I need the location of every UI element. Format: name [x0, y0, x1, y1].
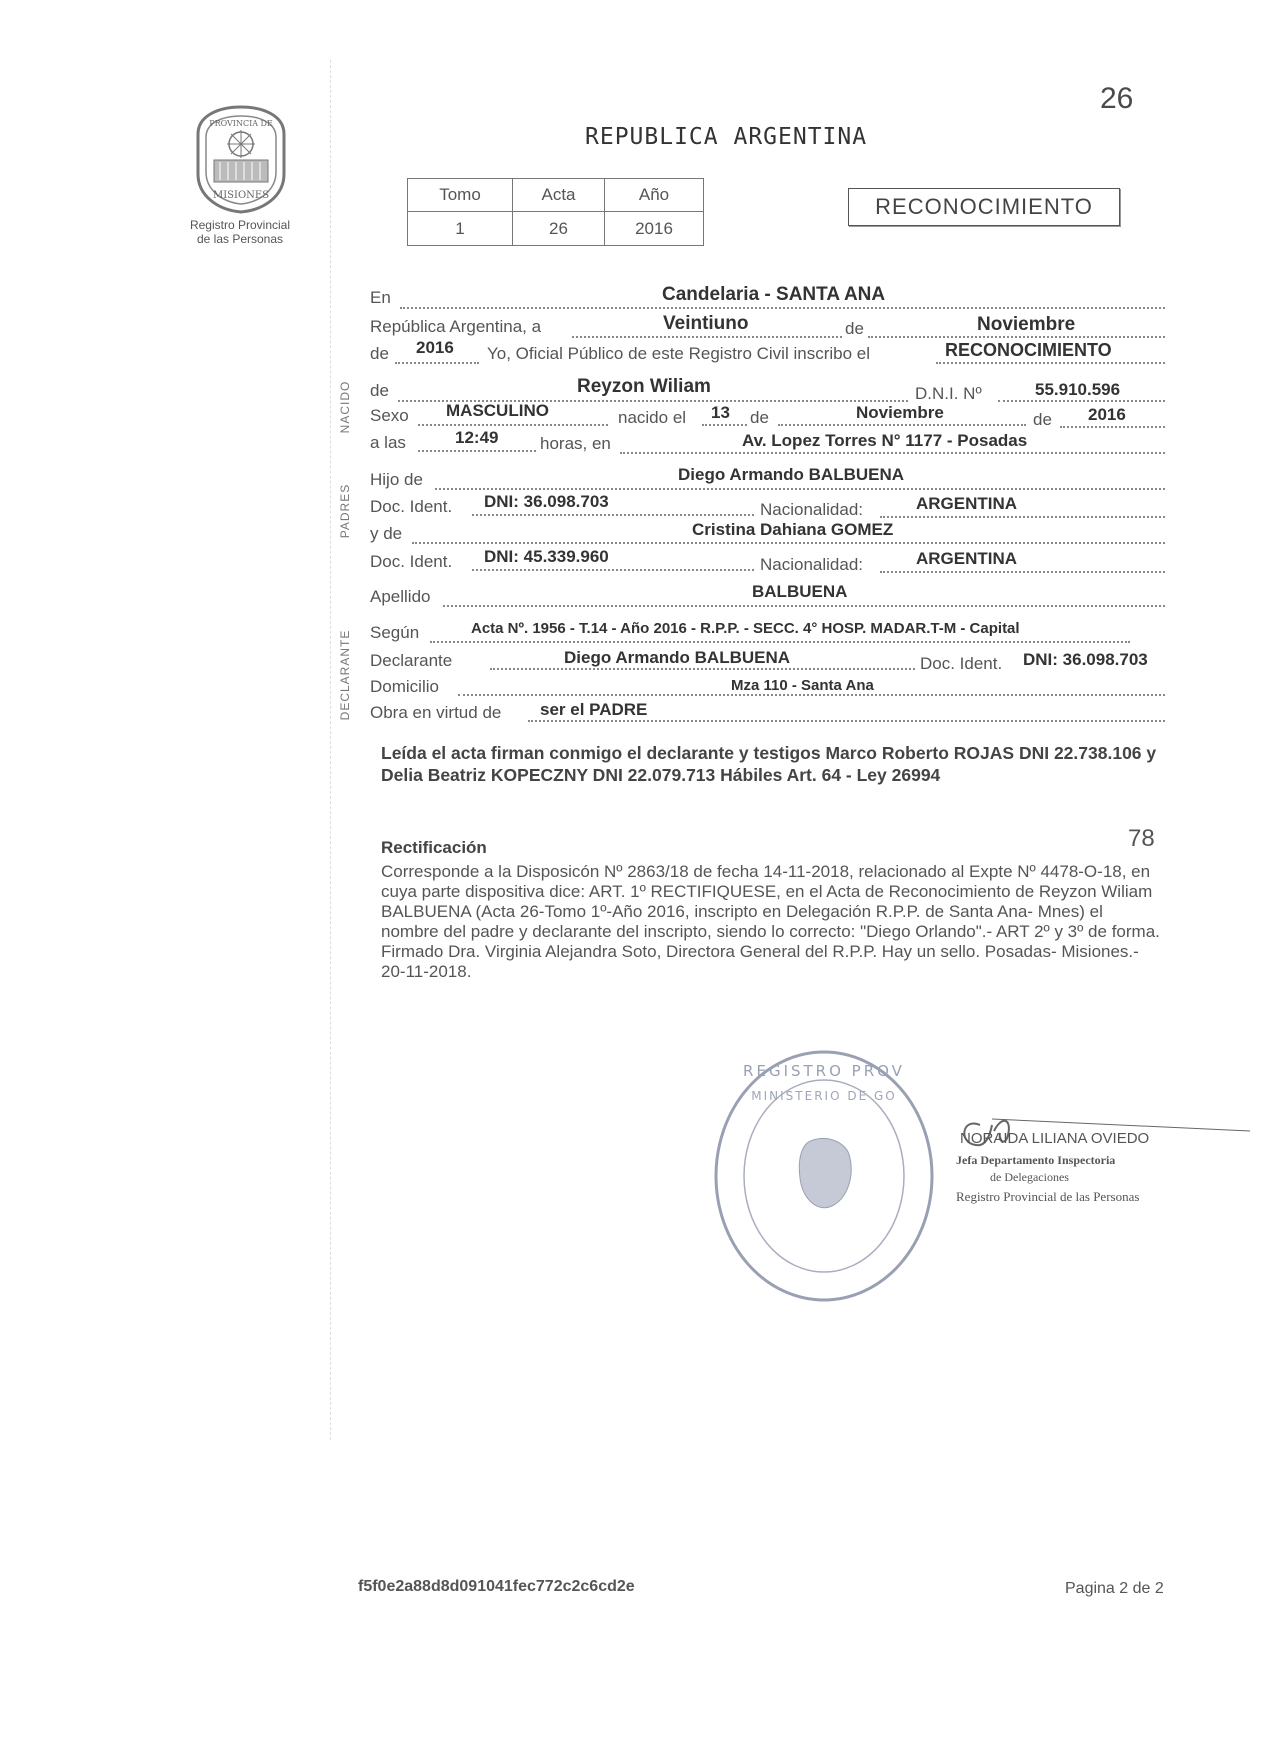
value-madre-nac: ARGENTINA [916, 549, 1018, 568]
side-label-nacido: NACIDO [338, 380, 352, 434]
label-nac-padre: Nacionalidad: [760, 500, 864, 519]
margin-guide [330, 60, 331, 1440]
value-nacido-anio: 2016 [1088, 405, 1126, 424]
page-indicator: Pagina 2 de 2 [1065, 1580, 1164, 1597]
value-padre: Diego Armando BALBUENA [678, 465, 905, 484]
logo-caption: Registro Provincial de las Personas [189, 218, 291, 246]
value-acta: 26 [513, 212, 605, 246]
value-declarante: Diego Armando BALBUENA [564, 648, 791, 667]
signature [952, 1095, 1252, 1225]
act-type-box: RECONOCIMIENTO [848, 188, 1120, 226]
label-a-las: a las [370, 433, 406, 452]
value-segun: Acta Nº. 1956 - T.14 - Año 2016 - R.P.P. - SECC. 4° HOSP. MADAR.T-M - Capital [471, 620, 1020, 637]
svg-text:REGISTRO PROV: REGISTRO PROV [743, 1062, 905, 1080]
label-nacido-el: nacido el [618, 408, 687, 427]
label-de-1: de [845, 319, 864, 338]
record-table [407, 178, 704, 246]
label-de-3: de [370, 381, 389, 400]
side-label-declarante: DECLARANTE [338, 629, 352, 721]
country-title: REPUBLICA ARGENTINA [585, 124, 868, 150]
rectificacion-title: Rectificación [381, 838, 487, 857]
label-y-de: y de [370, 524, 403, 543]
value-lugar: Candelaria - SANTA ANA [662, 284, 886, 305]
value-obra: ser el PADRE [540, 700, 648, 719]
page-number: 26 [1100, 82, 1134, 115]
seal-text-top: PROVINCIA DE [209, 119, 273, 128]
official-stamp [712, 1048, 937, 1303]
label-de-5: de [1033, 410, 1052, 429]
header-acta: Acta [513, 179, 605, 212]
signature-line2: de Delegaciones [990, 1170, 1069, 1184]
value-padre-nac: ARGENTINA [916, 494, 1018, 513]
label-republica: República Argentina, a [370, 317, 542, 336]
value-padre-doc: DNI: 36.098.703 [484, 492, 609, 511]
value-tipo-acto: RECONOCIMIENTO [945, 340, 1112, 360]
value-domicilio: Mza 110 - Santa Ana [731, 677, 874, 694]
label-de-2: de [370, 344, 389, 363]
label-sexo: Sexo [370, 406, 409, 425]
value-sexo: MASCULINO [446, 401, 549, 420]
label-de-4: de [750, 408, 769, 427]
header-tomo: Tomo [408, 179, 513, 212]
svg-text:MINISTERIO DE GO: MINISTERIO DE GO [751, 1089, 897, 1103]
label-hijo-de: Hijo de [370, 470, 423, 489]
label-doc-padre: Doc. Ident. [370, 497, 453, 516]
value-madre: Cristina Dahiana GOMEZ [692, 520, 894, 539]
label-doc-madre: Doc. Ident. [370, 552, 453, 571]
value-nombre: Reyzon Wiliam [577, 376, 711, 397]
signature-line3: Registro Provincial de las Personas [956, 1189, 1140, 1204]
value-apellido: BALBUENA [752, 582, 848, 601]
document-hash: f5f0e2a88d8d091041fec772c2c6cd2e [358, 1578, 635, 1595]
label-yo: Yo, Oficial Público de este Registro Civil inscribo el [487, 344, 870, 363]
value-anio: 2016 [605, 212, 704, 246]
value-dni: 55.910.596 [1035, 380, 1121, 399]
value-mes: Noviembre [977, 314, 1076, 335]
legal-text: Leída el acta firman conmigo el declarante y testigos Marco Roberto ROJAS DNI 22.738.106 y Delia Beatriz KOPECZNY DNI 22.079.713 Hábiles Art. 64 - Ley 26994 [381, 743, 1157, 785]
rectificacion-number: 78 [1128, 825, 1155, 852]
value-nacido-dia: 13 [711, 403, 730, 422]
signature-name: NORAIDA LILIANA OVIEDO [960, 1130, 1150, 1147]
value-hora: 12:49 [455, 428, 499, 447]
label-en: En [370, 288, 391, 307]
value-dia: Veintiuno [663, 313, 749, 334]
value-nacido-mes: Noviembre [856, 403, 944, 422]
signature-line1: Jefa Departamento Inspectoria [956, 1153, 1116, 1167]
value-lugar-nacimiento: Av. Lopez Torres N° 1177 - Posadas [742, 431, 1028, 450]
registry-seal-logo [194, 104, 288, 214]
header-anio: Año [605, 179, 704, 212]
value-madre-doc: DNI: 45.339.960 [484, 547, 609, 566]
value-tomo: 1 [408, 212, 513, 246]
seal-text-bottom: MISIONES [212, 190, 270, 201]
label-nac-madre: Nacionalidad: [760, 555, 864, 574]
rectificacion-body: Corresponde a la Disposicón Nº 2863/18 de fecha 14-11-2018, relacionado al Expte Nº 4478-O-18, en cuya parte dispositiva dice: ART. 1º RECTIFIQUESE, en el Acta de Reconocimiento de Reyzon Wiliam BALBUENA (Acta 26-Tomo 1º-Año 2016, inscripto en Delegación R.P.P. de Santa Ana- Mnes) el nombre del padre y declarante del inscripto, siendo lo correcto: "Diego Orlando".- ART 2º y 3º de forma. Firmado Dra. Virginia Alejandra Soto, Directora General del R.P.P. Hay un sello. Posadas- Misiones.- 20-11-2018. [381, 862, 1160, 981]
side-label-padres: PADRES [338, 483, 352, 539]
label-horas-en: horas, en [540, 434, 611, 453]
label-segun: Según [370, 623, 420, 642]
value-anio: 2016 [416, 338, 454, 357]
value-declarante-doc: DNI: 36.098.703 [1023, 650, 1148, 669]
label-dni: D.N.I. Nº [915, 384, 982, 403]
label-apellido: Apellido [370, 587, 431, 606]
label-obra: Obra en virtud de [370, 703, 502, 722]
label-declarante: Declarante [370, 651, 453, 670]
label-doc-declarante: Doc. Ident. [920, 654, 1003, 673]
label-domicilio: Domicilio [370, 677, 439, 696]
